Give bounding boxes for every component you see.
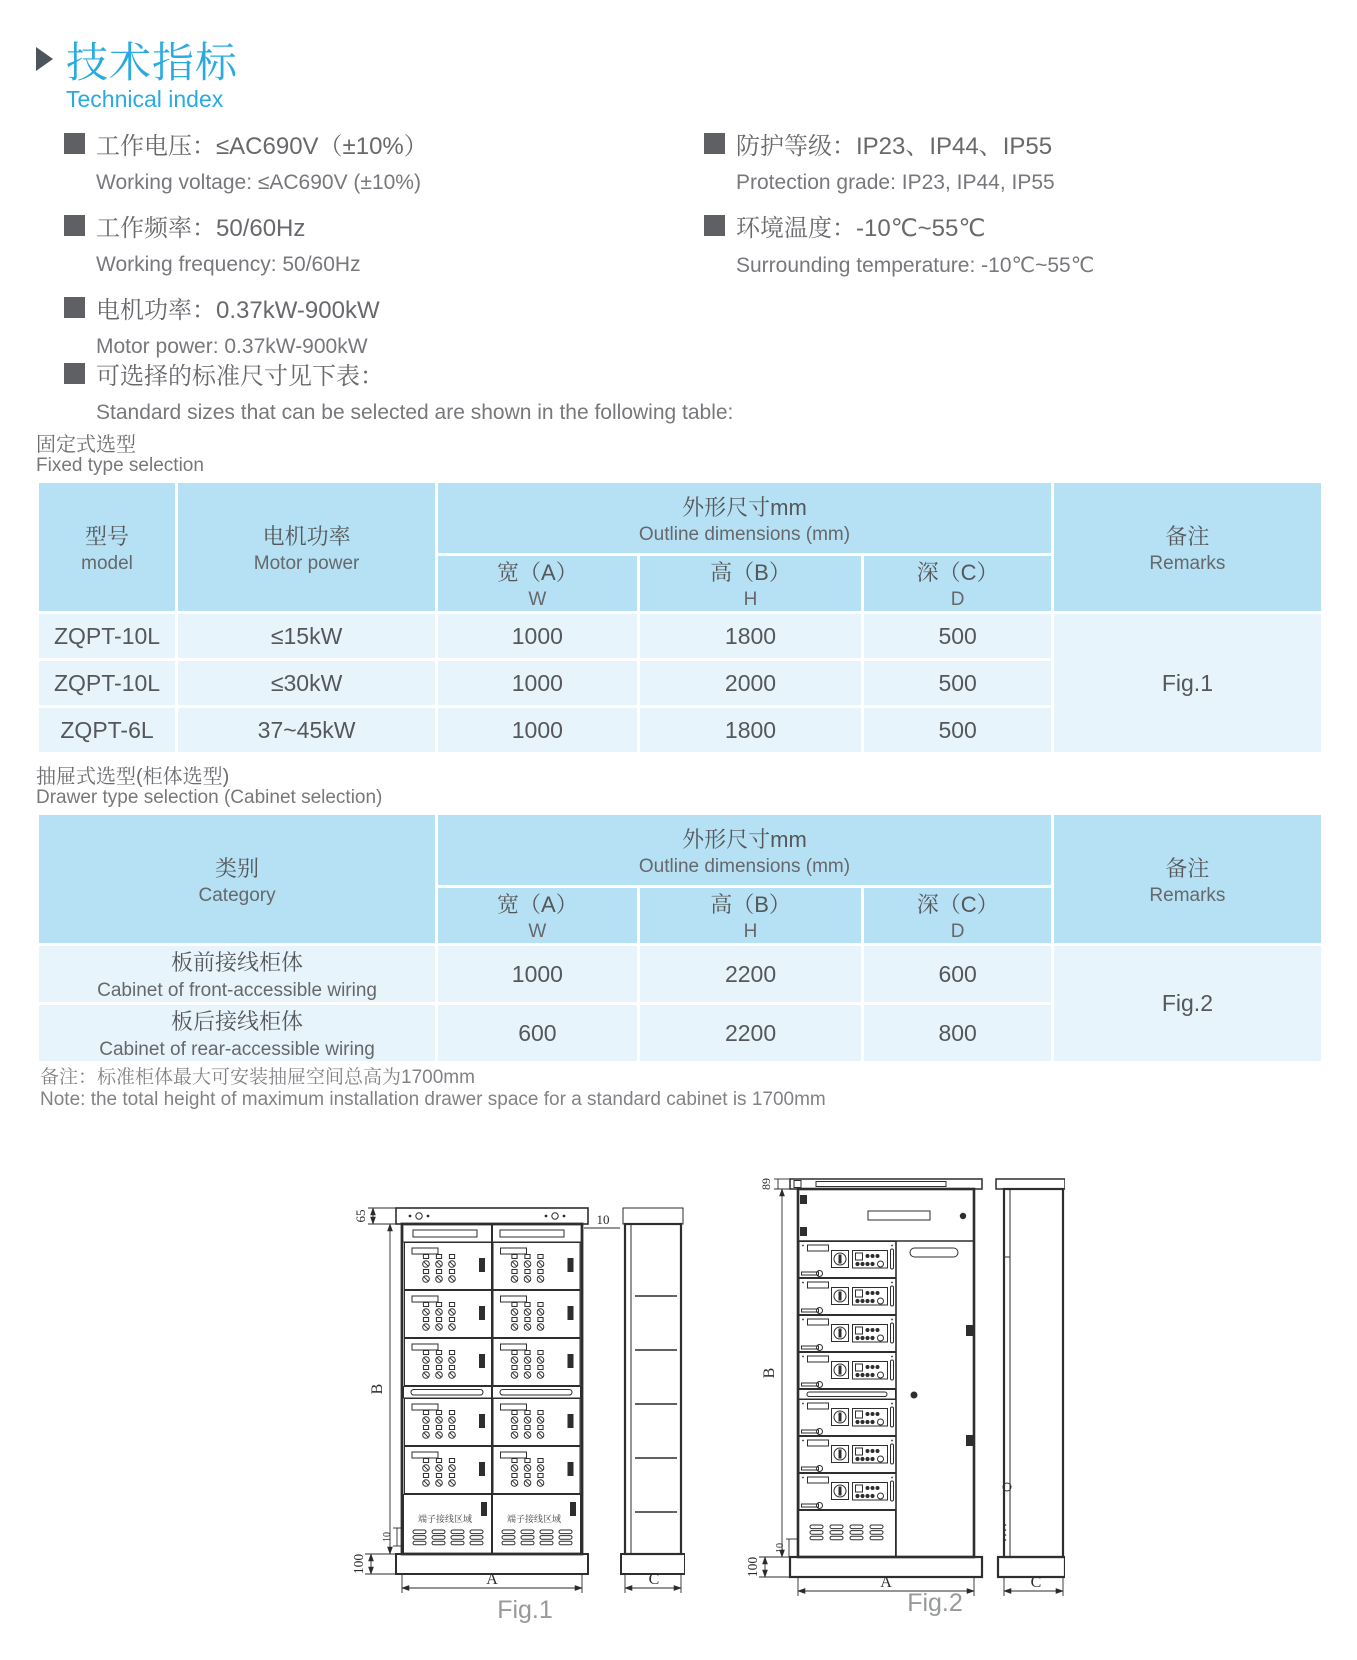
power-cell: 37~45kW bbox=[178, 708, 435, 752]
spec-zh-text: 工作电压：≤AC690V（±10%） bbox=[96, 133, 428, 160]
note-en: Note: the total height of maximum installation drawer space for a standard cabinet is 1700mm bbox=[40, 1089, 826, 1110]
drawer-type-table bbox=[36, 812, 1324, 1064]
fig2-front-view bbox=[790, 1179, 982, 1577]
spec-en-text: Working voltage: ≤AC690V (±10%) bbox=[96, 171, 421, 194]
fixed-table-label-en: Fixed type selection bbox=[36, 455, 204, 476]
fig1-drawing bbox=[340, 1130, 685, 1625]
col-header-outline-dimensions: 外形尺寸mm Outline dimensions (mm) bbox=[438, 815, 1051, 885]
fig2-dim-height: B bbox=[761, 1367, 778, 1379]
fig2-side-view bbox=[996, 1179, 1065, 1577]
table-row bbox=[39, 946, 1321, 1002]
depth-cell: 500 bbox=[864, 614, 1050, 658]
fixed-table-label-zh: 固定式选型 bbox=[36, 434, 136, 456]
col-header-model: 型号 model bbox=[39, 483, 175, 611]
note-zh: 备注：标准柜体最大可安装抽屉空间总高为1700mm bbox=[40, 1067, 475, 1088]
fig2-dim-cap: 89 bbox=[759, 1178, 773, 1190]
section-arrow-icon bbox=[36, 47, 53, 71]
category-cell: 板前接线柜体 Cabinet of front-accessible wiring bbox=[39, 946, 435, 1002]
height-cell: 1800 bbox=[640, 614, 862, 658]
col-header-category: 类别 Category bbox=[39, 815, 435, 943]
spec-en-text: Standard sizes that can be selected are shown in the following table: bbox=[96, 401, 734, 424]
drawer-table-label-zh: 抽屉式选型(柜体选型) bbox=[36, 766, 230, 788]
bullet-square-icon bbox=[704, 215, 725, 236]
depth-cell: 500 bbox=[864, 661, 1050, 705]
spec-list-left bbox=[64, 126, 664, 372]
drawer-table-label-en: Drawer type selection (Cabinet selection) bbox=[36, 787, 383, 808]
col-header-width: 宽（A） W bbox=[438, 888, 637, 943]
fig1-caption: Fig.1 bbox=[497, 1596, 553, 1624]
spec-zh-text: 电机功率：0.37kW-900kW bbox=[96, 297, 380, 324]
fig1-dim-depth: C bbox=[648, 1571, 660, 1588]
spec-zh-text: 可选择的标准尺寸见下表： bbox=[96, 363, 384, 390]
fig1-dim-width: A bbox=[486, 1571, 498, 1588]
spec-item-voltage bbox=[64, 126, 664, 195]
model-cell: ZQPT-10L bbox=[39, 661, 175, 705]
col-header-height: 高（B） H bbox=[640, 556, 862, 611]
col-header-width: 宽（A） W bbox=[438, 556, 637, 611]
height-cell: 2200 bbox=[640, 1005, 862, 1061]
fig1-dim-overhang: 10 bbox=[596, 1212, 610, 1227]
fig1-dim-vent: 10 bbox=[382, 1532, 393, 1542]
bullet-square-icon bbox=[704, 133, 725, 154]
bullet-square-icon bbox=[64, 133, 85, 154]
width-cell: 600 bbox=[438, 1005, 637, 1061]
spec-item-motor-power bbox=[64, 290, 664, 359]
height-cell: 1800 bbox=[640, 708, 862, 752]
bullet-square-icon bbox=[64, 297, 85, 318]
model-cell: ZQPT-10L bbox=[39, 614, 175, 658]
bullet-square-icon bbox=[64, 363, 85, 384]
power-cell: ≤15kW bbox=[178, 614, 435, 658]
depth-cell: 600 bbox=[864, 946, 1050, 1002]
col-header-depth: 深（C） D bbox=[864, 556, 1050, 611]
fixed-type-table bbox=[36, 480, 1324, 755]
fig1-terminal-label: 端子接线区域 bbox=[506, 1514, 562, 1524]
fig2-caption: Fig.2 bbox=[907, 1589, 963, 1617]
spec-en-text: Surrounding temperature: -10℃~55℃ bbox=[736, 254, 1095, 277]
table-row bbox=[39, 614, 1321, 658]
spec-item-temperature bbox=[704, 208, 1324, 278]
height-cell: 2000 bbox=[640, 661, 862, 705]
spec-item-frequency bbox=[64, 208, 664, 277]
fig1-dim-height: B bbox=[369, 1383, 386, 1395]
page-subtitle: Technical index bbox=[66, 86, 224, 112]
width-cell: 1000 bbox=[438, 661, 637, 705]
fig1-dim-cap: 65 bbox=[353, 1209, 368, 1223]
remark-cell: Fig.1 bbox=[1054, 614, 1321, 752]
depth-cell: 800 bbox=[864, 1005, 1050, 1061]
remark-cell: Fig.2 bbox=[1054, 946, 1321, 1061]
width-cell: 1000 bbox=[438, 614, 637, 658]
fig1-terminal-label: 端子接线区域 bbox=[417, 1514, 473, 1524]
col-header-outline-dimensions: 外形尺寸mm Outline dimensions (mm) bbox=[438, 483, 1051, 553]
spec-zh-text: 防护等级：IP23、IP44、IP55 bbox=[736, 133, 1053, 160]
spec-zh-text: 工作频率：50/60Hz bbox=[96, 215, 306, 242]
spec-en-text: Working frequency: 50/60Hz bbox=[96, 253, 361, 276]
height-cell: 2200 bbox=[640, 946, 862, 1002]
power-cell: ≤30kW bbox=[178, 661, 435, 705]
spec-list-right bbox=[704, 126, 1324, 291]
spec-zh-text: 环境温度：-10℃~55℃ bbox=[736, 215, 986, 242]
depth-cell: 500 bbox=[864, 708, 1050, 752]
page-title: 技术指标 bbox=[66, 39, 239, 86]
col-header-depth: 深（C） D bbox=[864, 888, 1050, 943]
fig2-dim-depth: C bbox=[1030, 1574, 1042, 1591]
category-cell: 板后接线柜体 Cabinet of rear-accessible wiring bbox=[39, 1005, 435, 1061]
width-cell: 1000 bbox=[438, 708, 637, 752]
fig1-side-view bbox=[621, 1208, 685, 1574]
col-header-height: 高（B） H bbox=[640, 888, 862, 943]
fig1-front-view bbox=[396, 1208, 588, 1574]
model-cell: ZQPT-6L bbox=[39, 708, 175, 752]
fig2-dim-width: A bbox=[880, 1574, 892, 1591]
fig2-dim-base: 100 bbox=[745, 1556, 760, 1578]
fig1-dim-base: 100 bbox=[351, 1553, 366, 1575]
bullet-square-icon bbox=[64, 215, 85, 236]
col-header-motor-power: 电机功率 Motor power bbox=[178, 483, 435, 611]
fig2-drawing bbox=[720, 1095, 1065, 1625]
spec-en-text: Motor power: 0.37kW-900kW bbox=[96, 335, 368, 358]
spec-item-protection-grade bbox=[704, 126, 1324, 195]
spec-en-text: Protection grade: IP23, IP44, IP55 bbox=[736, 171, 1055, 194]
table-intro bbox=[64, 356, 964, 425]
width-cell: 1000 bbox=[438, 946, 637, 1002]
fig2-dim-vent: 10 bbox=[775, 1543, 786, 1553]
col-header-remarks: 备注 Remarks bbox=[1054, 483, 1321, 611]
col-header-remarks: 备注 Remarks bbox=[1054, 815, 1321, 943]
